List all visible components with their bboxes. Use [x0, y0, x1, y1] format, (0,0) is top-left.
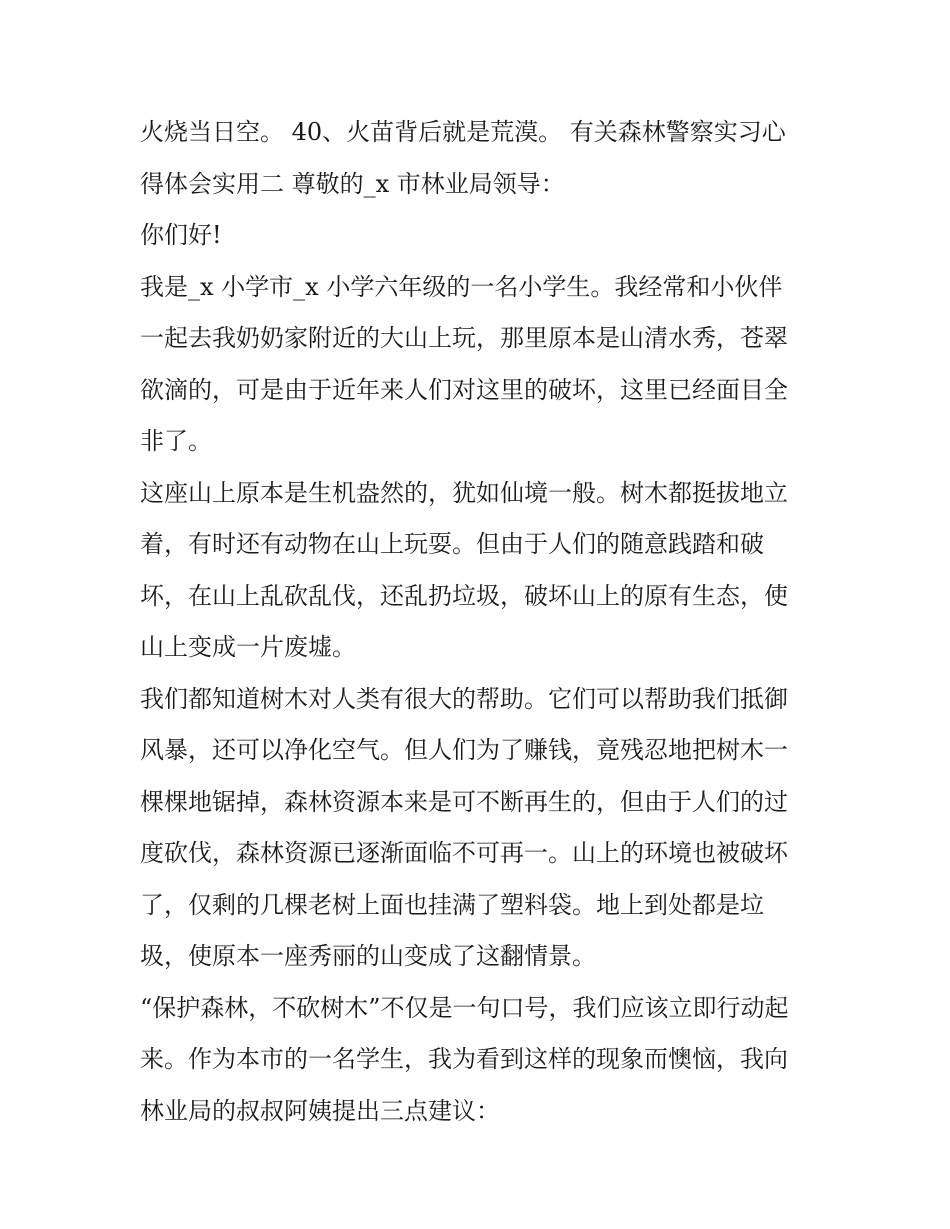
text-line: 林业局的叔叔阿姨提出三点建议： — [140, 1096, 500, 1125]
text-line: 一起去我奶奶家附近的大山上玩，那里原本是山清水秀，苍翠 — [140, 324, 788, 352]
text-line: 我们都知道树木对人类有很大的帮助。它们可以帮助我们抵御 — [140, 684, 788, 713]
text-line: 欲滴的，可是由于近年来人们对这里的破坏，这里已经面目全 — [140, 375, 788, 404]
text-line: 来。作为本市的一名学生，我为看到这样的现象而懊恼，我向 — [140, 1045, 788, 1073]
text-line: 得体会实用二 尊敬的_x 市林业局领导： — [140, 169, 565, 198]
text-line: 圾，使原本一座秀丽的山变成了这翻情景。 — [140, 942, 596, 970]
document-body — [140, 107, 820, 1137]
text-line: 坏，在山上乱砍乱伐，还乱扔垃圾，破坏山上的原有生态，使 — [140, 581, 788, 610]
text-line: 这座山上原本是生机盎然的，犹如仙境一般。树木都挺拔地立 — [140, 478, 788, 507]
text-line: 火烧当日空。 40、火苗背后就是荒漠。 有关森林警察实习心 — [140, 118, 786, 146]
text-line: 着，有时还有动物在山上玩耍。但由于人们的随意践踏和破 — [140, 530, 764, 558]
text-line: “保护森林，不砍树木”不仅是一句口号，我们应该立即行动起 — [140, 993, 789, 1022]
text-line: 度砍伐，森林资源已逐渐面临不可再一。山上的环境也被破坏 — [140, 839, 788, 867]
text-line: 你们好! — [140, 221, 222, 249]
text-line: 棵棵地锯掉，森林资源本来是可不断再生的，但由于人们的过 — [140, 787, 788, 816]
text-line: 山上变成一片废墟。 — [140, 633, 356, 661]
text-line: 风暴，还可以净化空气。但人们为了赚钱，竟残忍地把树木一 — [140, 736, 788, 764]
text-line: 了，仅剩的几棵老树上面也挂满了塑料袋。地上到处都是垃 — [140, 890, 764, 919]
text-line: 我是_x 小学市_x 小学六年级的一名小学生。我经常和小伙伴 — [140, 272, 783, 301]
text-line: 非了。 — [140, 427, 212, 455]
